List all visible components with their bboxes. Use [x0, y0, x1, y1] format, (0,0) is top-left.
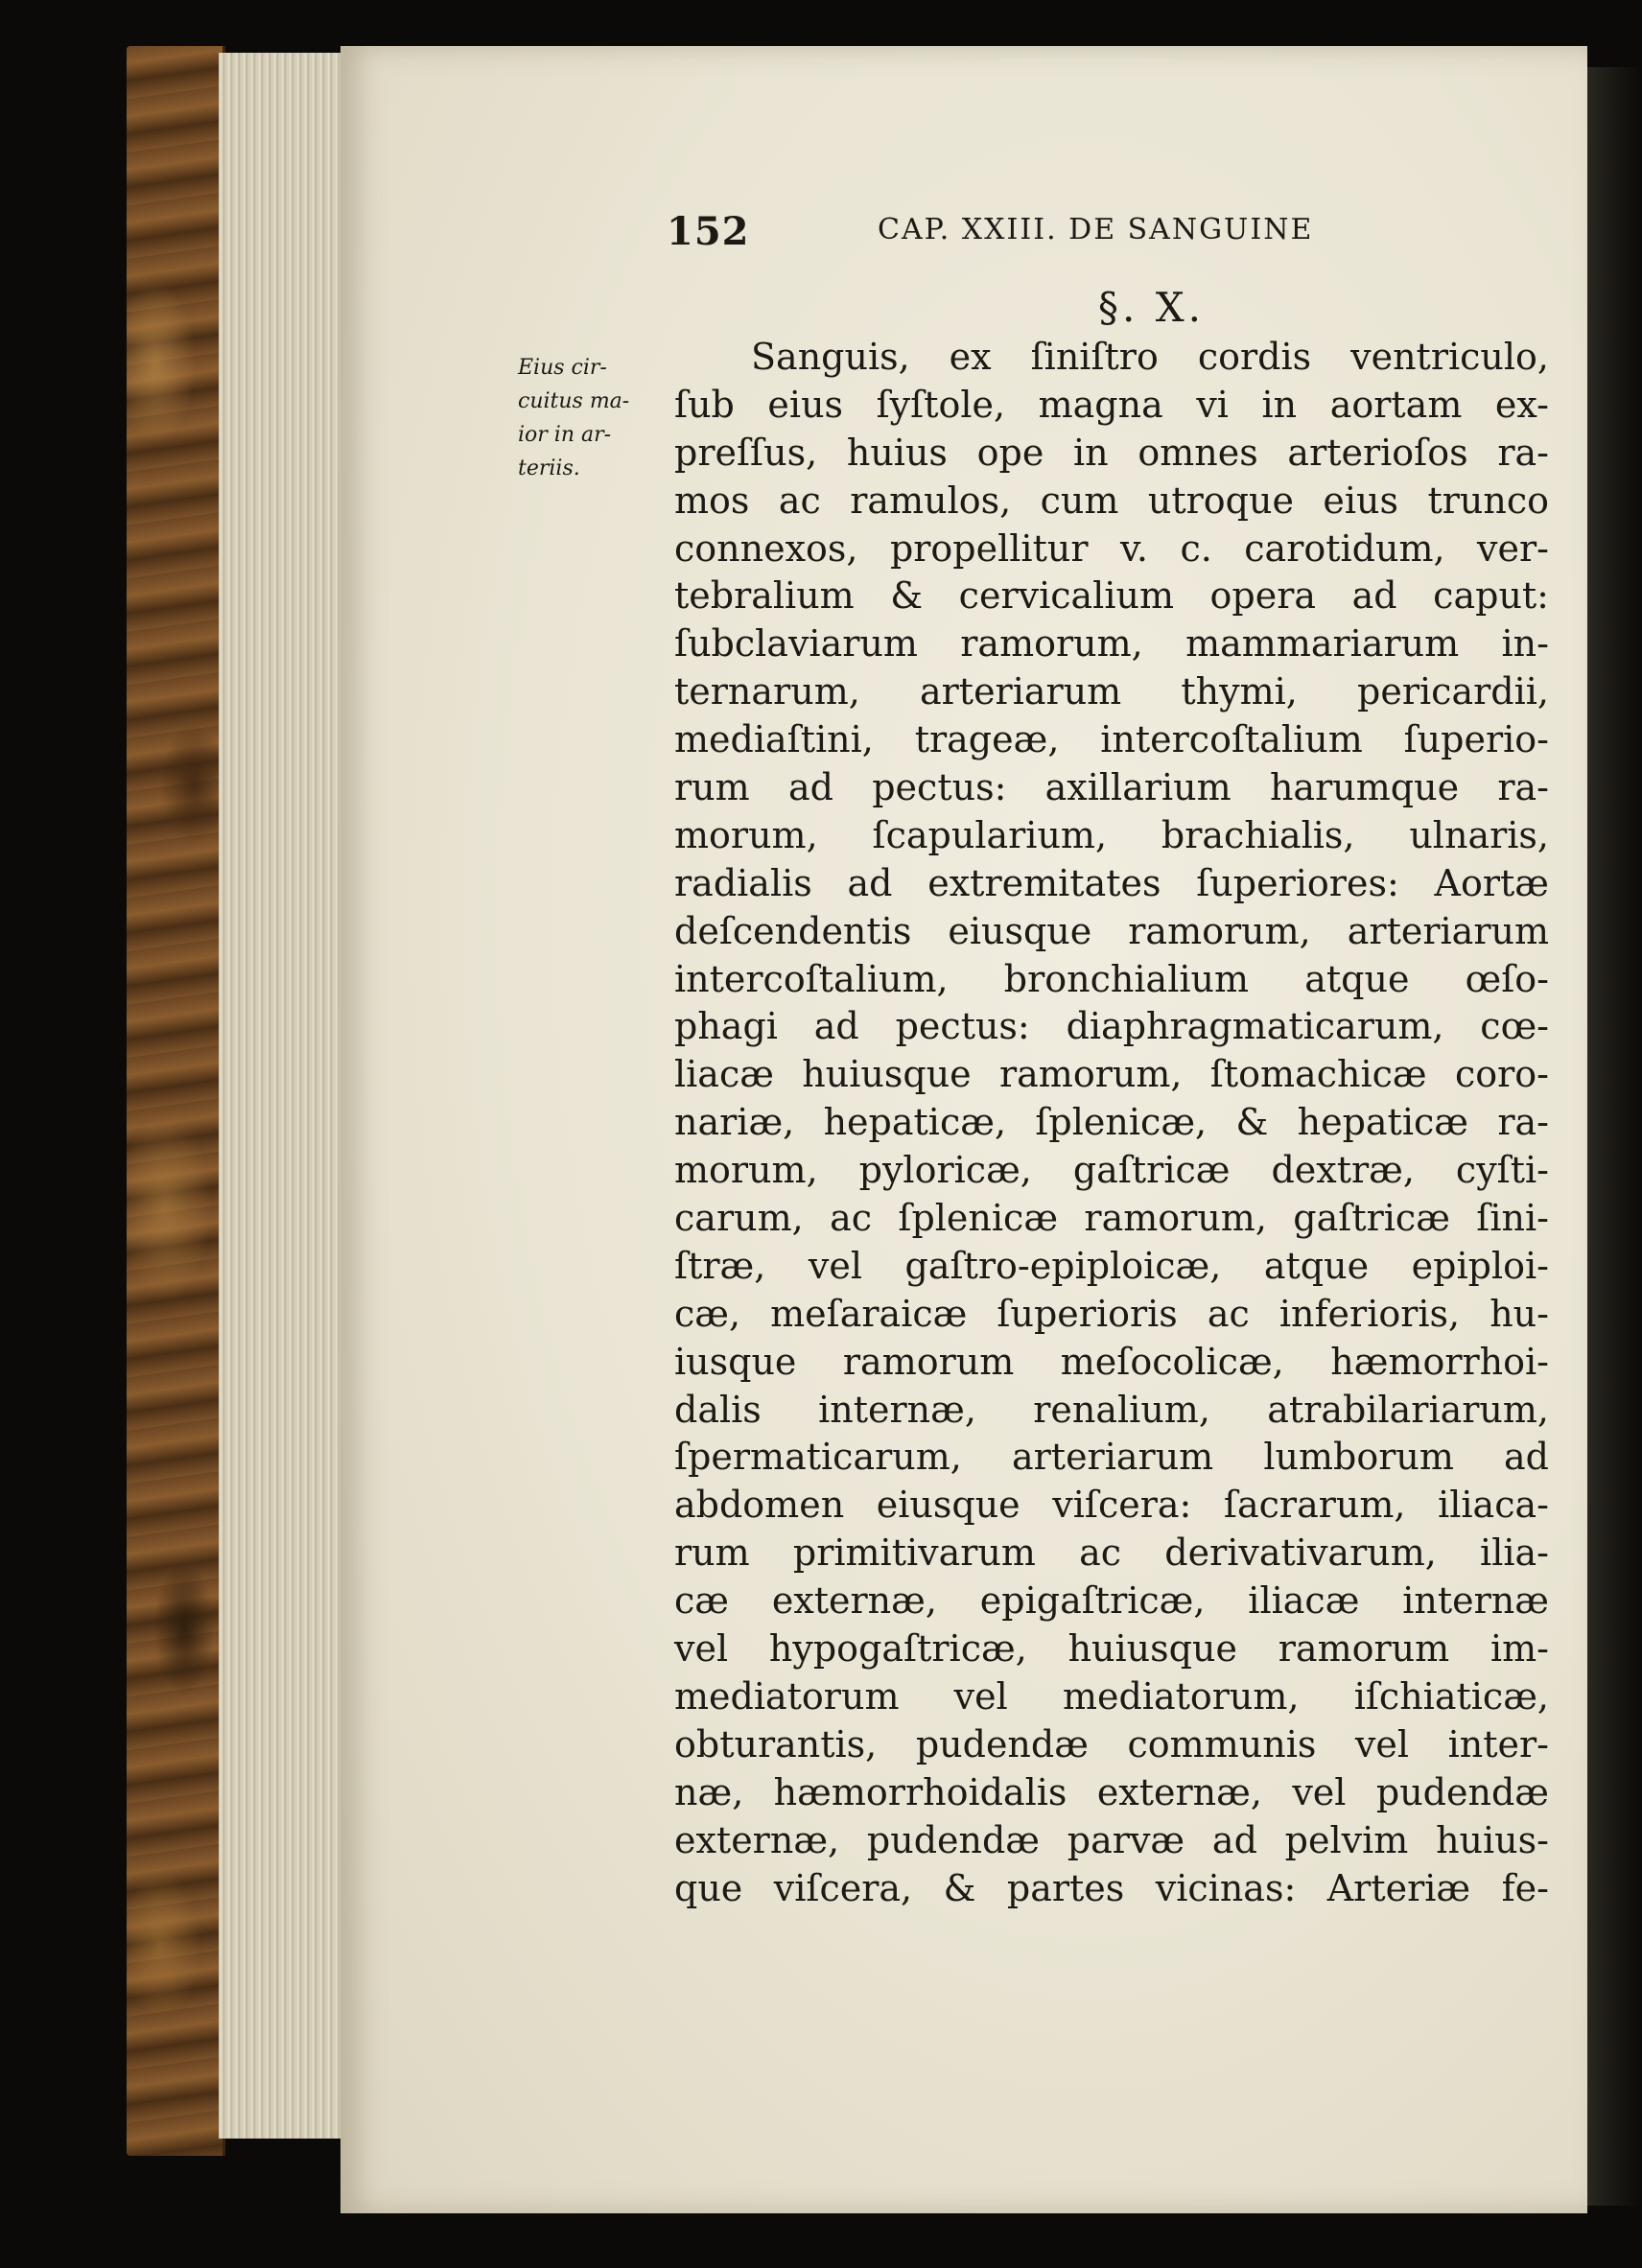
text-line: obturantis, pudendæ communis vel inter- [674, 1722, 1549, 1765]
text-line: deſcendentis eiusque ramorum, arteriarum [674, 909, 1549, 952]
running-head [667, 209, 1348, 257]
text-line: iusque ramorum meſocolicæ, hæmorrhoi- [674, 1340, 1549, 1383]
section-heading: §. X. [1098, 284, 1205, 331]
marginal-note-line: cuitus ma- [518, 389, 630, 413]
text-line: mediaſtini, trageæ, intercoſtalium ſuperio- [674, 718, 1549, 761]
text-line: rum ad pectus: axillarium harumque ra- [674, 766, 1549, 809]
chapter-title: CAP. XXIII. DE SANGUINE [878, 213, 1314, 246]
body-text [674, 334, 1549, 1912]
text-line: ſubclaviarum ramorum, mammariarum in- [674, 622, 1549, 666]
text-line: ternarum, arteriarum thymi, pericardii, [674, 670, 1549, 713]
page-edges [219, 53, 347, 2139]
text-line: morum, ſcapularium, brachialis, ulnaris, [674, 813, 1549, 856]
text-line: abdomen eiusque viſcera: ſacrarum, iliaca- [674, 1484, 1549, 1527]
text-line: ſtræ, vel gaſtro-epiploicæ, atque epiploi- [674, 1244, 1549, 1287]
page-number: 152 [667, 209, 750, 254]
text-line: cæ, meſaraicæ ſuperioris ac inferioris, hu- [674, 1292, 1549, 1335]
gutter-shadow [1587, 67, 1642, 2206]
text-line: ſub eius ſyſtole, magna vi in aortam ex- [674, 383, 1549, 426]
marginal-note [518, 351, 652, 485]
text-line: ſpermaticarum, arteriarum lumborum ad [674, 1436, 1549, 1479]
text-line: rum primitivarum ac derivativarum, ilia- [674, 1531, 1549, 1575]
marginal-note-line: teriis. [518, 456, 580, 480]
text-line: næ, hæmorrhoidalis externæ, vel pudendæ [674, 1770, 1549, 1813]
text-line: tebralium & cervicalium opera ad caput: [674, 574, 1549, 618]
text-line: radialis ad extremitates ſuperiores: Aortæ [674, 861, 1549, 904]
text-line: vel hypogaſtricæ, huiusque ramorum im- [674, 1627, 1549, 1671]
text-line: externæ, pudendæ parvæ ad pelvim huius- [674, 1818, 1549, 1861]
text-line: connexos, propellitur v. c. carotidum, ver- [674, 526, 1549, 570]
text-line: que viſcera, & partes vicinas: Arteriæ fe- [674, 1866, 1549, 1909]
text-line: carum, ac ſplenicæ ramorum, gaſtricæ ſini- [674, 1197, 1549, 1240]
text-line: cæ externæ, epigaſtricæ, iliacæ internæ [674, 1579, 1549, 1623]
marbled-cover-board [127, 46, 225, 2156]
text-line: dalis internæ, renalium, atrabilariarum, [674, 1388, 1549, 1431]
text-line: intercoſtalium, bronchialium atque œſo- [674, 957, 1549, 1000]
text-line: preſſus, huius ope in omnes arterioſos ra- [674, 431, 1549, 474]
marginal-note-line: ior in ar- [518, 423, 612, 447]
text-line: mos ac ramulos, cum utroque eius trunco [674, 479, 1549, 522]
marginal-note-line: Eius cir- [518, 356, 607, 380]
text-line: morum, pyloricæ, gaſtricæ dextræ, cyſti- [674, 1149, 1549, 1192]
text-line: nariæ, hepaticæ, ſplenicæ, & hepaticæ ra- [674, 1101, 1549, 1144]
text-line: phagi ad pectus: diaphragmaticarum, cœ- [674, 1005, 1549, 1048]
text-line: mediatorum vel mediatorum, iſchiaticæ, [674, 1674, 1549, 1718]
text-line: liacæ huiusque ramorum, ſtomachicæ coro- [674, 1053, 1549, 1096]
text-line: Sanguis, ex ſiniſtro cordis ventriculo, [751, 336, 1549, 378]
